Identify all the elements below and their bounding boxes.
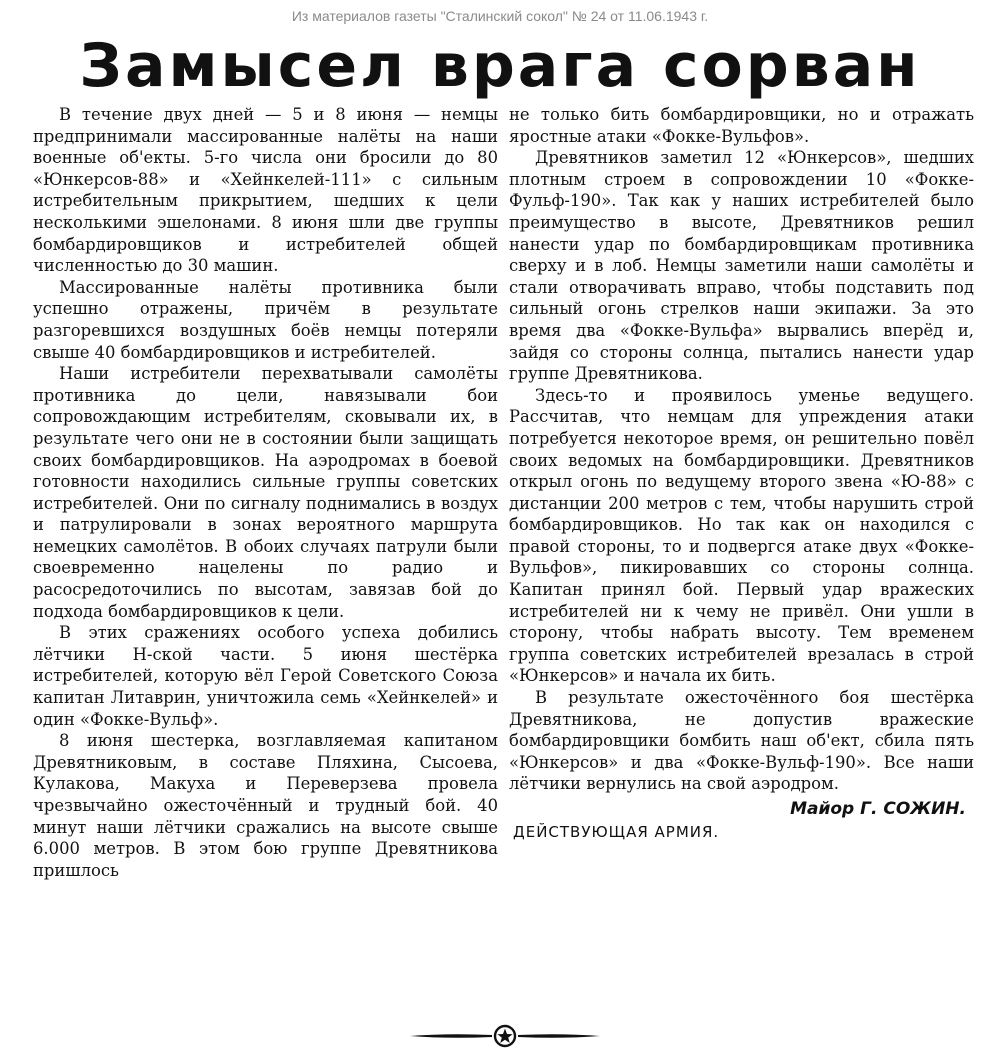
paragraph: В течение двух дней — 5 и 8 июня — немцы предпринимали массированные налёты на наши военные об'екты. 5-го числа они бросили до 80 «Юнкерсов-88» и «Хейнкелей-111» с сильным истребительным прикрытием, шедших к цели несколькими эшелонами. 8 июня шли две группы бомбардировщиков и истребителей общей численностью до 30 машин. <box>33 105 498 276</box>
paragraph: Здесь-то и проявилось уменье ведущего. Рассчитав, что немцам для упреждения атаки потребуется некоторое время, он решительно повёл своих ведомых на бомбардировщики. Древятников открыл огонь по ведущему второго звена «Ю-88» с дистанции 200 метров с тем, чтобы нарушить строй бомбардировщиков. Но так как он находился с правой стороны, то и подвергся атаке двух «Фокке-Вульфов», пикировавших со стороны солнца. Капитан принял бой. Первый удар вражеских истребителей ни к чему не привёл. Они ушли в сторону, чтобы набрать высоту. Тем временем группа советских истребителей врезалась в строй «Юнкерсов» и начала их бить. <box>509 385 974 686</box>
paragraph: Массированные налёты противника были успешно отражены, причём в результате разгоревшихся воздушных боёв немцы потеряли свыше 40 бомбардировщиков и истребителей. <box>33 277 498 362</box>
headline: Замысел врага сорван <box>79 31 921 101</box>
paragraph: Древятников заметил 12 «Юнкерсов», шедших плотным строем в сопровождении 10 «Фокке-Фульф-190». Так как у наших истребителей было преимущество в высоте, Древятников решил нанести удар по бомбардировщикам противника сверху и в лоб. Немцы заметили наши самолёты и стали отворачивать вправо, чтобы подставить под сильный огонь стрелков наши экипажи. За это время два «Фокке-Вульфа» вырвались вперёд и, зайдя со стороны солнца, пытались нанести удар группе Древятникова. <box>509 148 974 384</box>
divider-line-left <box>410 1034 492 1038</box>
divider-line-right <box>518 1034 600 1038</box>
dateline: ДЕЙСТВУЮЩАЯ АРМИЯ. <box>513 823 720 841</box>
paragraph: В этих сражениях особого успеха добились лётчики Н-ской части. 5 июня шестёрка истребителей, которую вёл Герой Советского Союза капитан Литаврин, уничтожила семь «Хейнкелей» и один «Фокке-Вульф». <box>33 623 498 729</box>
paragraph: В результате ожесточённого боя шестёрка Древятникова, не допустив вражеские бомбардировщики бомбить наш об'ект, сбила пять «Юнкерсов» и два «Фокке-Вульф-190». Все наши лётчики вернулись на свой аэродром. <box>509 688 974 794</box>
article-column-left <box>33 104 498 1009</box>
star-ornament <box>408 1024 602 1048</box>
star-icon <box>495 1026 515 1046</box>
article-column-right <box>509 104 974 1009</box>
source-note: Из материалов газеты "Сталинский сокол" № 24 от 11.06.1943 г. <box>291 8 709 24</box>
paragraph: Наши истребители перехватывали самолёты противника до цели, навязывали бои сопровождающим истребителям, сковывали их, в результате чего они не в состоянии были защищать своих бомбардировщиков. На аэродромах в боевой готовности находились сильные группы советских истребителей. Они по сигналу поднимались в воздух и патрулировали в зонах вероятного маршрута немецких самолётов. В обоих случаях патрули были своевременно нацелены по радио и расосредоточились по высотам, завязав бой до подхода бомбардировщиков к цели. <box>33 364 498 621</box>
paragraph: 8 июня шестерка, возглавляемая капитаном Древятниковым, в составе Пляхина, Сысоева, Кулакова, Макуха и Переверзева провела чрезвычайно ожесточённый и трудный бой. 40 минут наши лётчики сражались на высоте свыше 6.000 метров. В этом бою группе Древятникова пришлось <box>33 731 498 880</box>
author-signature: Майор Г. СОЖИН. <box>790 799 966 819</box>
paragraph-continued: не только бить бомбардировщики, но и отражать яростные атаки «Фокке-Вульфов». <box>509 105 974 146</box>
